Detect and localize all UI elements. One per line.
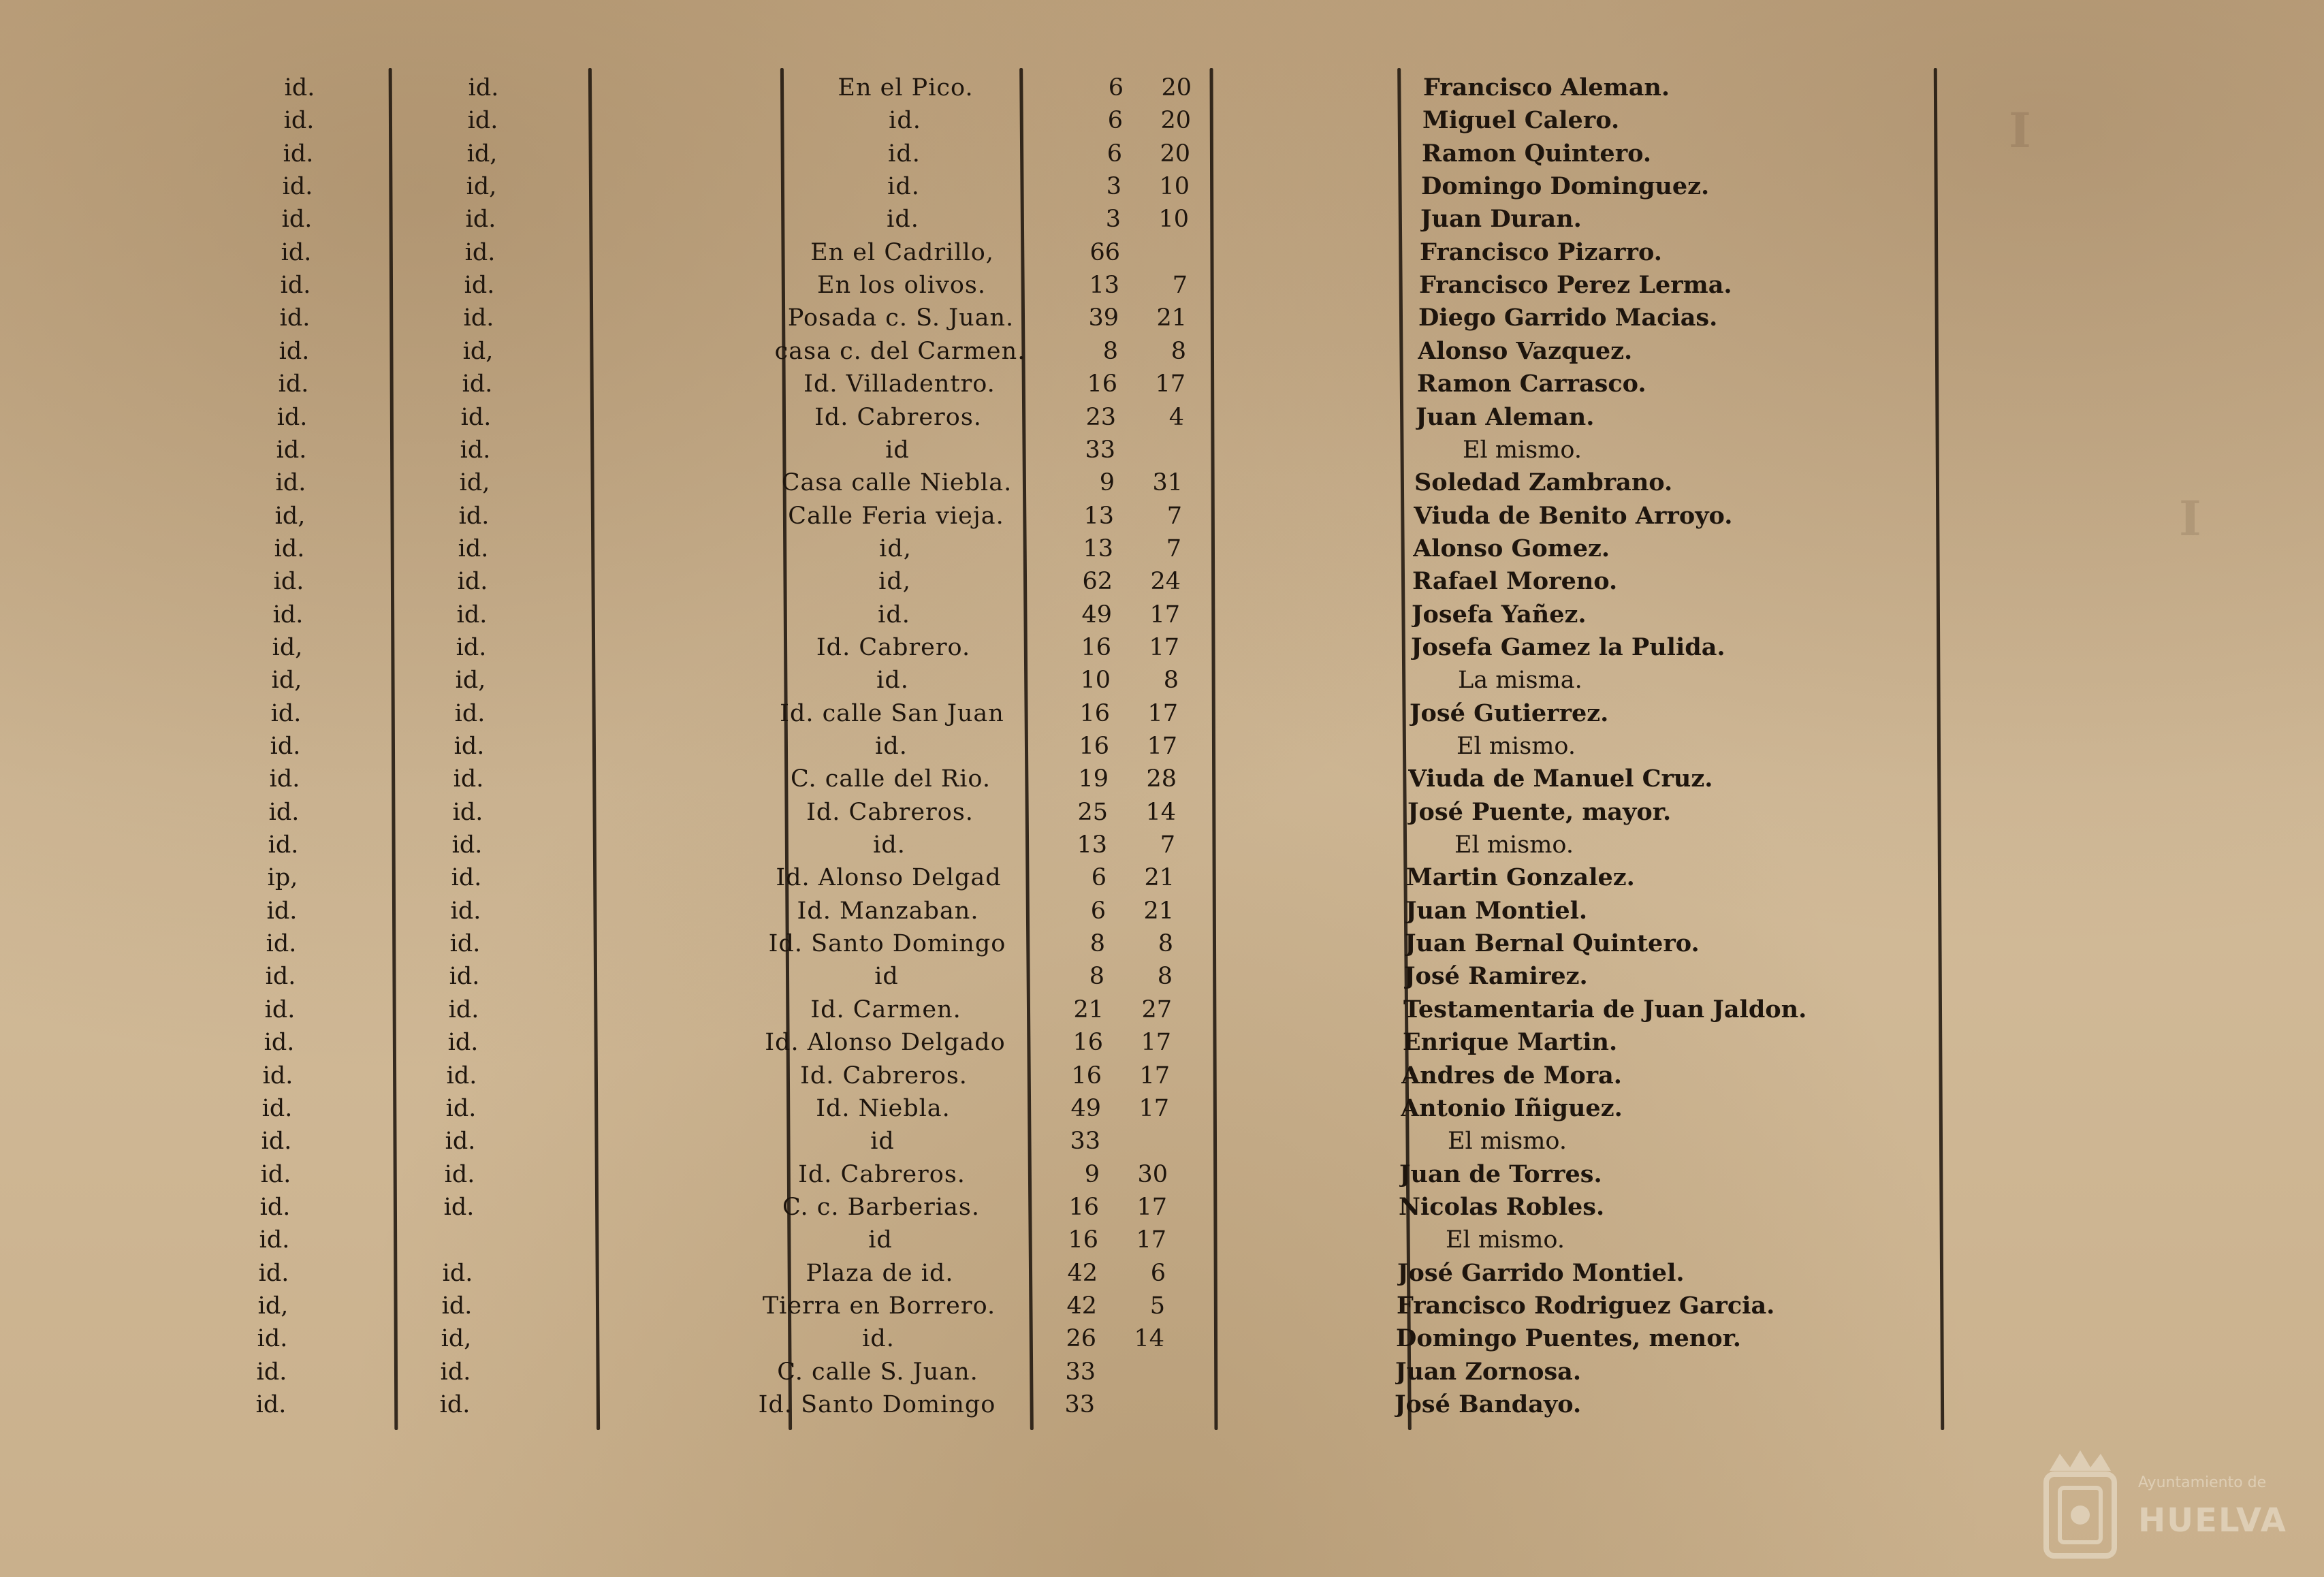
- col-location: C. c. Barberias.: [782, 1193, 980, 1221]
- col-owner-name: La misma.: [1458, 667, 1582, 695]
- col-location: Plaza de id.: [806, 1259, 954, 1287]
- col-amount-1: 10: [1080, 667, 1111, 695]
- col-amount-1: 62: [1082, 568, 1113, 596]
- col-id-2: id.: [463, 304, 494, 332]
- col-location: id.: [887, 173, 920, 201]
- col-amount-1: 6: [1107, 140, 1122, 168]
- table-row: [0, 1125, 2301, 1158]
- col-amount-1: 42: [1067, 1259, 1098, 1287]
- col-id-2: id.: [450, 897, 481, 925]
- col-id-1: id.: [274, 535, 305, 562]
- col-id-1: id.: [280, 272, 311, 300]
- col-id-1: id.: [262, 1062, 293, 1089]
- col-owner-name: El mismo.: [1457, 733, 1576, 760]
- col-id-1: id.: [270, 699, 302, 727]
- col-id-2: id.: [456, 601, 488, 628]
- col-amount-1: 6: [1108, 74, 1124, 101]
- col-id-1: id.: [275, 469, 306, 497]
- col-id-2: id.: [464, 272, 495, 300]
- col-owner-name: Nicolas Robles.: [1399, 1192, 1605, 1221]
- col-location: casa c. del Carmen.: [774, 337, 1026, 365]
- col-id-1: id.: [278, 370, 309, 398]
- table-row: [0, 763, 2309, 795]
- col-owner-name: José Garrido Montiel.: [1397, 1258, 1685, 1287]
- table-row: [0, 1388, 2295, 1421]
- col-id-2: id.: [462, 370, 493, 398]
- col-id-2: id.: [467, 107, 498, 135]
- col-amount-1: 39: [1088, 304, 1119, 332]
- col-id-1: id.: [276, 403, 308, 431]
- col-owner-name: Domingo Puentes, menor.: [1396, 1324, 1741, 1353]
- table-row: [0, 697, 2310, 730]
- col-id-1: id.: [272, 601, 304, 628]
- col-id-2: id.: [440, 1358, 471, 1386]
- col-amount-2: [1102, 1356, 1164, 1388]
- table-row: [0, 368, 2318, 400]
- col-amount-2: 7: [1160, 831, 1175, 859]
- col-id-2: id.: [446, 1062, 477, 1089]
- col-id-1: id.: [260, 1160, 291, 1188]
- col-amount-2: 21: [1156, 304, 1187, 332]
- col-owner-name: Francisco Pizarro.: [1420, 238, 1662, 266]
- col-amount-2: 10: [1159, 173, 1190, 201]
- col-amount-1: 16: [1068, 1226, 1098, 1254]
- col-amount-1: 16: [1081, 633, 1111, 661]
- col-amount-2: 7: [1166, 502, 1182, 530]
- col-id-2: id.: [451, 831, 483, 859]
- table-row: [0, 796, 2308, 829]
- col-owner-name: José Puente, mayor.: [1407, 797, 1672, 826]
- col-amount-2: [1127, 236, 1188, 269]
- col-owner-name: Andres de Mora.: [1401, 1061, 1622, 1089]
- table-row: [0, 434, 2316, 466]
- col-id-1: id.: [270, 733, 301, 760]
- col-id-1: id.: [266, 930, 297, 958]
- col-id-2: [411, 1224, 506, 1256]
- col-owner-name: Testamentaria de Juan Jaldon.: [1403, 995, 1807, 1023]
- col-amount-1: 8: [1089, 930, 1105, 958]
- col-id-2: id.: [449, 930, 481, 958]
- col-id-2: id.: [451, 864, 482, 892]
- col-amount-2: 14: [1134, 1325, 1164, 1353]
- table-row: [0, 532, 2314, 565]
- col-owner-name: Antonio Iñiguez.: [1401, 1094, 1623, 1122]
- col-id-1: id.: [273, 568, 304, 596]
- col-amount-1: 8: [1102, 337, 1118, 365]
- table-row: [0, 1060, 2302, 1092]
- col-location: En el Pico.: [838, 74, 974, 101]
- col-location: En el Cadrillo,: [810, 238, 994, 266]
- col-amount-1: 9: [1084, 1160, 1100, 1188]
- col-id-1: id,: [271, 667, 302, 695]
- col-location: id.: [887, 206, 919, 234]
- col-location: Id. Santo Domingo: [758, 1391, 996, 1418]
- col-amount-1: 16: [1068, 1193, 1099, 1221]
- col-owner-name: El mismo.: [1463, 436, 1582, 464]
- col-owner-name: Rafael Moreno.: [1412, 567, 1618, 596]
- col-owner-name: José Ramirez.: [1404, 962, 1588, 991]
- col-id-1: id.: [261, 1094, 293, 1122]
- col-location: id: [868, 1226, 893, 1254]
- col-amount-1: 26: [1066, 1325, 1096, 1353]
- table-row: [0, 960, 2305, 993]
- col-amount-1: 9: [1099, 469, 1115, 497]
- col-id-2: id.: [447, 1029, 479, 1057]
- col-owner-name: Josefa Yañez.: [1412, 600, 1587, 628]
- col-owner-name: Juan Zornosa.: [1395, 1357, 1582, 1386]
- col-location: id.: [875, 733, 908, 760]
- col-location: Id. Villadentro.: [803, 370, 996, 398]
- col-id-2: id,: [462, 337, 494, 365]
- col-owner-name: Juan Aleman.: [1416, 402, 1595, 431]
- col-id-1: id.: [255, 1391, 287, 1418]
- col-owner-name: Josefa Gamez la Pulida.: [1411, 633, 1725, 661]
- col-id-1: id.: [281, 206, 313, 234]
- col-id-2: id.: [457, 568, 488, 596]
- col-amount-1: 33: [1065, 1358, 1096, 1386]
- col-owner-name: Juan Bernal Quintero.: [1405, 929, 1700, 958]
- col-location: Id. Cabreros.: [814, 403, 982, 431]
- col-amount-2: 8: [1157, 963, 1173, 991]
- col-amount-1: 16: [1087, 370, 1117, 398]
- table-row: [0, 1191, 2299, 1224]
- table-row: [0, 861, 2307, 894]
- col-id-2: id,: [459, 469, 490, 497]
- col-owner-name: José Gutierrez.: [1410, 699, 1609, 727]
- col-location: Tierra en Borrero.: [762, 1292, 996, 1320]
- col-id-1: id,: [257, 1292, 289, 1320]
- show-through-text: Ⅰ: [2179, 490, 2201, 547]
- col-id-2: id,: [441, 1325, 472, 1353]
- table-row: [0, 599, 2312, 631]
- col-amount-1: 16: [1079, 699, 1110, 727]
- col-id-1: id.: [259, 1226, 290, 1254]
- col-amount-2: 17: [1147, 733, 1177, 760]
- col-amount-1: 49: [1070, 1094, 1101, 1122]
- col-amount-1: 3: [1106, 173, 1121, 201]
- col-amount-2: 20: [1160, 107, 1191, 135]
- col-owner-name: El mismo.: [1446, 1226, 1565, 1254]
- col-amount-1: 25: [1077, 798, 1108, 826]
- col-amount-2: 10: [1158, 206, 1189, 234]
- watermark-small-text: Ayuntamiento de: [2138, 1474, 2267, 1491]
- col-id-2: id.: [454, 699, 486, 727]
- col-amount-2: 17: [1149, 633, 1179, 661]
- col-owner-name: Juan Montiel.: [1405, 896, 1588, 925]
- col-amount-1: 42: [1066, 1292, 1097, 1320]
- col-amount-1: 6: [1090, 897, 1106, 925]
- col-amount-2: 7: [1172, 272, 1188, 300]
- col-amount-2: 14: [1145, 798, 1176, 826]
- col-owner-name: Juan de Torres.: [1399, 1160, 1602, 1188]
- col-id-2: id.: [464, 238, 496, 266]
- col-amount-1: 16: [1071, 1062, 1102, 1089]
- col-location: C. calle S. Juan.: [777, 1358, 978, 1386]
- col-owner-name: El mismo.: [1448, 1128, 1567, 1156]
- table-row: [0, 203, 2321, 236]
- col-id-2: id.: [458, 535, 489, 562]
- col-amount-1: 13: [1083, 502, 1114, 530]
- table-row: [0, 730, 2310, 763]
- col-location: id,: [879, 535, 912, 562]
- col-location: Id. Manzaban.: [797, 897, 979, 925]
- col-location: id: [874, 963, 899, 991]
- col-amount-1: 3: [1105, 206, 1121, 234]
- col-owner-name: Alonso Gomez.: [1413, 534, 1610, 562]
- col-id-1: id.: [264, 1029, 295, 1057]
- col-owner-name: José Bandayo.: [1395, 1390, 1582, 1418]
- col-location: Id. Cabreros.: [800, 1062, 968, 1089]
- table-row: [0, 269, 2320, 302]
- table-row: [0, 236, 2321, 269]
- col-owner-name: Juan Duran.: [1420, 205, 1582, 234]
- col-amount-1: 13: [1077, 831, 1107, 859]
- col-owner-name: Domingo Dominguez.: [1421, 172, 1710, 201]
- col-owner-name: Ramon Quintero.: [1422, 139, 1652, 168]
- col-id-1: id.: [278, 337, 310, 365]
- col-id-1: id.: [281, 238, 312, 266]
- col-amount-1: 33: [1085, 436, 1115, 464]
- col-id-2: id.: [445, 1094, 477, 1122]
- table-row: [0, 500, 2314, 532]
- col-amount-2: 17: [1149, 601, 1180, 628]
- col-id-2: id.: [465, 206, 496, 234]
- col-owner-name: Enrique Martin.: [1403, 1028, 1618, 1057]
- col-location: id.: [878, 601, 910, 628]
- col-id-1: id.: [269, 765, 300, 793]
- table-row: [0, 1026, 2304, 1059]
- col-id-2: id.: [441, 1292, 473, 1320]
- col-location: En los olivos.: [817, 272, 986, 300]
- col-location: Id. Cabreros.: [806, 798, 974, 826]
- table-row: [0, 335, 2319, 368]
- col-location: Id. Alonso Delgado: [765, 1029, 1006, 1057]
- col-owner-name: Miguel Calero.: [1422, 106, 1620, 135]
- col-owner-name: Martin Gonzalez.: [1406, 863, 1635, 892]
- col-amount-2: 8: [1158, 930, 1173, 958]
- col-id-1: id.: [259, 1193, 291, 1221]
- col-amount-1: 23: [1085, 403, 1116, 431]
- col-amount-2: 17: [1155, 370, 1185, 398]
- col-id-1: id,: [272, 633, 303, 661]
- col-amount-2: 8: [1163, 667, 1179, 695]
- col-amount-2: 17: [1139, 1094, 1169, 1122]
- table-row: [0, 1224, 2299, 1256]
- col-id-1: id.: [261, 1128, 292, 1156]
- col-amount-1: 21: [1073, 995, 1104, 1023]
- col-id-2: id.: [442, 1259, 473, 1287]
- col-location: id.: [876, 667, 909, 695]
- col-amount-2: 5: [1149, 1292, 1165, 1320]
- col-id-2: id.: [448, 995, 479, 1023]
- col-id-2: id.: [460, 436, 491, 464]
- col-location: id.: [873, 831, 906, 859]
- col-location: id.: [862, 1325, 895, 1353]
- col-owner-name: Soledad Zambrano.: [1414, 468, 1673, 497]
- col-amount-2: 8: [1171, 337, 1186, 365]
- col-id-1: id.: [257, 1325, 288, 1353]
- col-id-1: id.: [265, 963, 296, 991]
- table-row: [0, 895, 2306, 927]
- col-id-2: id.: [439, 1391, 471, 1418]
- col-amount-2: 4: [1168, 403, 1184, 431]
- col-location: id.: [889, 107, 921, 135]
- col-amount-1: 33: [1070, 1128, 1100, 1156]
- col-id-1: id,: [274, 502, 306, 530]
- col-id-2: id.: [456, 633, 487, 661]
- huelva-crest-icon: [2036, 1447, 2124, 1563]
- col-amount-2: 21: [1144, 864, 1175, 892]
- col-location: Id. Niebla.: [816, 1094, 951, 1122]
- table-row: [0, 664, 2311, 697]
- col-location: Id. Cabrero.: [816, 633, 971, 661]
- col-id-1: id.: [266, 897, 298, 925]
- col-location: Id. Carmen.: [810, 995, 961, 1023]
- col-id-2: id,: [466, 173, 497, 201]
- col-owner-name: Francisco Aleman.: [1423, 74, 1670, 101]
- table-row: [0, 1092, 2302, 1125]
- municipal-watermark: [2036, 1447, 2287, 1563]
- col-id-2: id.: [453, 765, 484, 793]
- col-amount-1: 16: [1072, 1029, 1103, 1057]
- col-id-1: id.: [283, 107, 315, 135]
- col-location: Id. Cabreros.: [798, 1160, 966, 1188]
- col-amount-2: 21: [1143, 897, 1174, 925]
- col-id-2: id.: [453, 733, 485, 760]
- col-amount-2: [1102, 1388, 1163, 1421]
- col-amount-2: 17: [1147, 699, 1178, 727]
- col-owner-name: Diego Garrido Macias.: [1418, 304, 1718, 332]
- col-amount-2: 20: [1161, 74, 1192, 101]
- col-id-1: id.: [276, 436, 307, 464]
- col-location: Id. Alonso Delgad: [776, 864, 1002, 892]
- col-location: C. calle del Rio.: [790, 765, 991, 793]
- col-id-1: id.: [268, 798, 300, 826]
- col-location: Id. calle San Juan: [780, 699, 1004, 727]
- col-amount-2: 31: [1152, 469, 1183, 497]
- col-owner-name: Alonso Vazquez.: [1418, 336, 1633, 365]
- col-amount-2: 17: [1136, 1193, 1167, 1221]
- table-row: [0, 401, 2317, 434]
- col-id-2: id.: [460, 403, 492, 431]
- col-id-2: id.: [468, 74, 499, 101]
- table-row: [0, 1322, 2297, 1355]
- col-amount-1: 13: [1089, 272, 1119, 300]
- col-amount-2: 6: [1150, 1259, 1166, 1287]
- table-row: [0, 829, 2308, 861]
- col-amount-2: 17: [1136, 1226, 1166, 1254]
- col-amount-1: 49: [1081, 601, 1112, 628]
- col-id-1: id.: [264, 995, 296, 1023]
- table-row: [0, 927, 2306, 960]
- table-row: [0, 302, 2319, 334]
- col-id-2: id,: [466, 140, 498, 168]
- col-amount-1: 19: [1078, 765, 1109, 793]
- col-amount-2: 7: [1166, 535, 1181, 562]
- col-id-1: id.: [256, 1358, 287, 1386]
- col-location: id: [870, 1128, 895, 1156]
- col-id-1: id.: [283, 140, 314, 168]
- col-id-1: id.: [279, 304, 311, 332]
- col-id-1: id.: [284, 74, 315, 101]
- col-location: id: [885, 436, 910, 464]
- col-amount-1: 6: [1107, 107, 1123, 135]
- table-row: [0, 138, 2323, 170]
- col-location: id,: [878, 568, 911, 596]
- col-owner-name: Viuda de Manuel Cruz.: [1408, 765, 1713, 793]
- col-id-1: id.: [258, 1259, 289, 1287]
- col-owner-name: Francisco Perez Lerma.: [1419, 271, 1732, 300]
- col-id-1: id.: [268, 831, 299, 859]
- col-amount-1: 13: [1083, 535, 1113, 562]
- col-amount-1: 33: [1064, 1391, 1095, 1418]
- col-id-2: id.: [452, 798, 483, 826]
- col-owner-name: El mismo.: [1454, 831, 1574, 859]
- col-amount-1: 6: [1091, 864, 1107, 892]
- col-owner-name: Ramon Carrasco.: [1417, 370, 1646, 398]
- col-owner-name: Francisco Rodriguez Garcia.: [1397, 1291, 1775, 1320]
- col-amount-2: [1107, 1125, 1168, 1158]
- col-id-2: id.: [445, 1128, 476, 1156]
- table-row: [0, 466, 2315, 499]
- table-row: [0, 1290, 2297, 1322]
- col-amount-1: 16: [1079, 733, 1109, 760]
- col-amount-1: 8: [1089, 963, 1104, 991]
- col-amount-2: 17: [1139, 1062, 1170, 1089]
- table-row: [0, 1158, 2300, 1191]
- table-row: [0, 1356, 2296, 1388]
- col-id-2: id.: [458, 502, 490, 530]
- col-id-1: id.: [282, 173, 313, 201]
- table-row: [0, 631, 2312, 664]
- col-id-2: id,: [455, 667, 486, 695]
- col-id-1: ip,: [267, 864, 298, 892]
- show-through-text: Ⅰ: [2009, 102, 2031, 159]
- watermark-big-text: HUELVA: [2138, 1501, 2287, 1540]
- col-amount-1: 66: [1089, 238, 1120, 266]
- table-row: [0, 993, 2304, 1026]
- table-row: [0, 1257, 2298, 1290]
- table-row: [0, 170, 2322, 203]
- col-location: Calle Feria vieja.: [788, 502, 1004, 530]
- col-amount-2: 28: [1146, 765, 1177, 793]
- table-row: [0, 104, 2323, 137]
- col-amount-2: [1122, 434, 1183, 466]
- col-owner-name: Viuda de Benito Arroyo.: [1414, 501, 1733, 530]
- col-amount-2: 17: [1141, 1029, 1171, 1057]
- col-location: id.: [888, 140, 921, 168]
- col-amount-2: 27: [1141, 995, 1172, 1023]
- col-id-2: id.: [449, 963, 480, 991]
- col-id-2: id.: [443, 1193, 475, 1221]
- col-location: Id. Santo Domingo: [768, 930, 1006, 958]
- table-row: [0, 565, 2313, 598]
- col-location: Posada c. S. Juan.: [787, 304, 1015, 332]
- col-id-2: id.: [444, 1160, 475, 1188]
- col-amount-2: 20: [1160, 140, 1190, 168]
- col-amount-2: 30: [1137, 1160, 1168, 1188]
- table-row: [0, 71, 2324, 104]
- col-location: Casa calle Niebla.: [781, 469, 1013, 497]
- col-amount-2: 24: [1150, 568, 1181, 596]
